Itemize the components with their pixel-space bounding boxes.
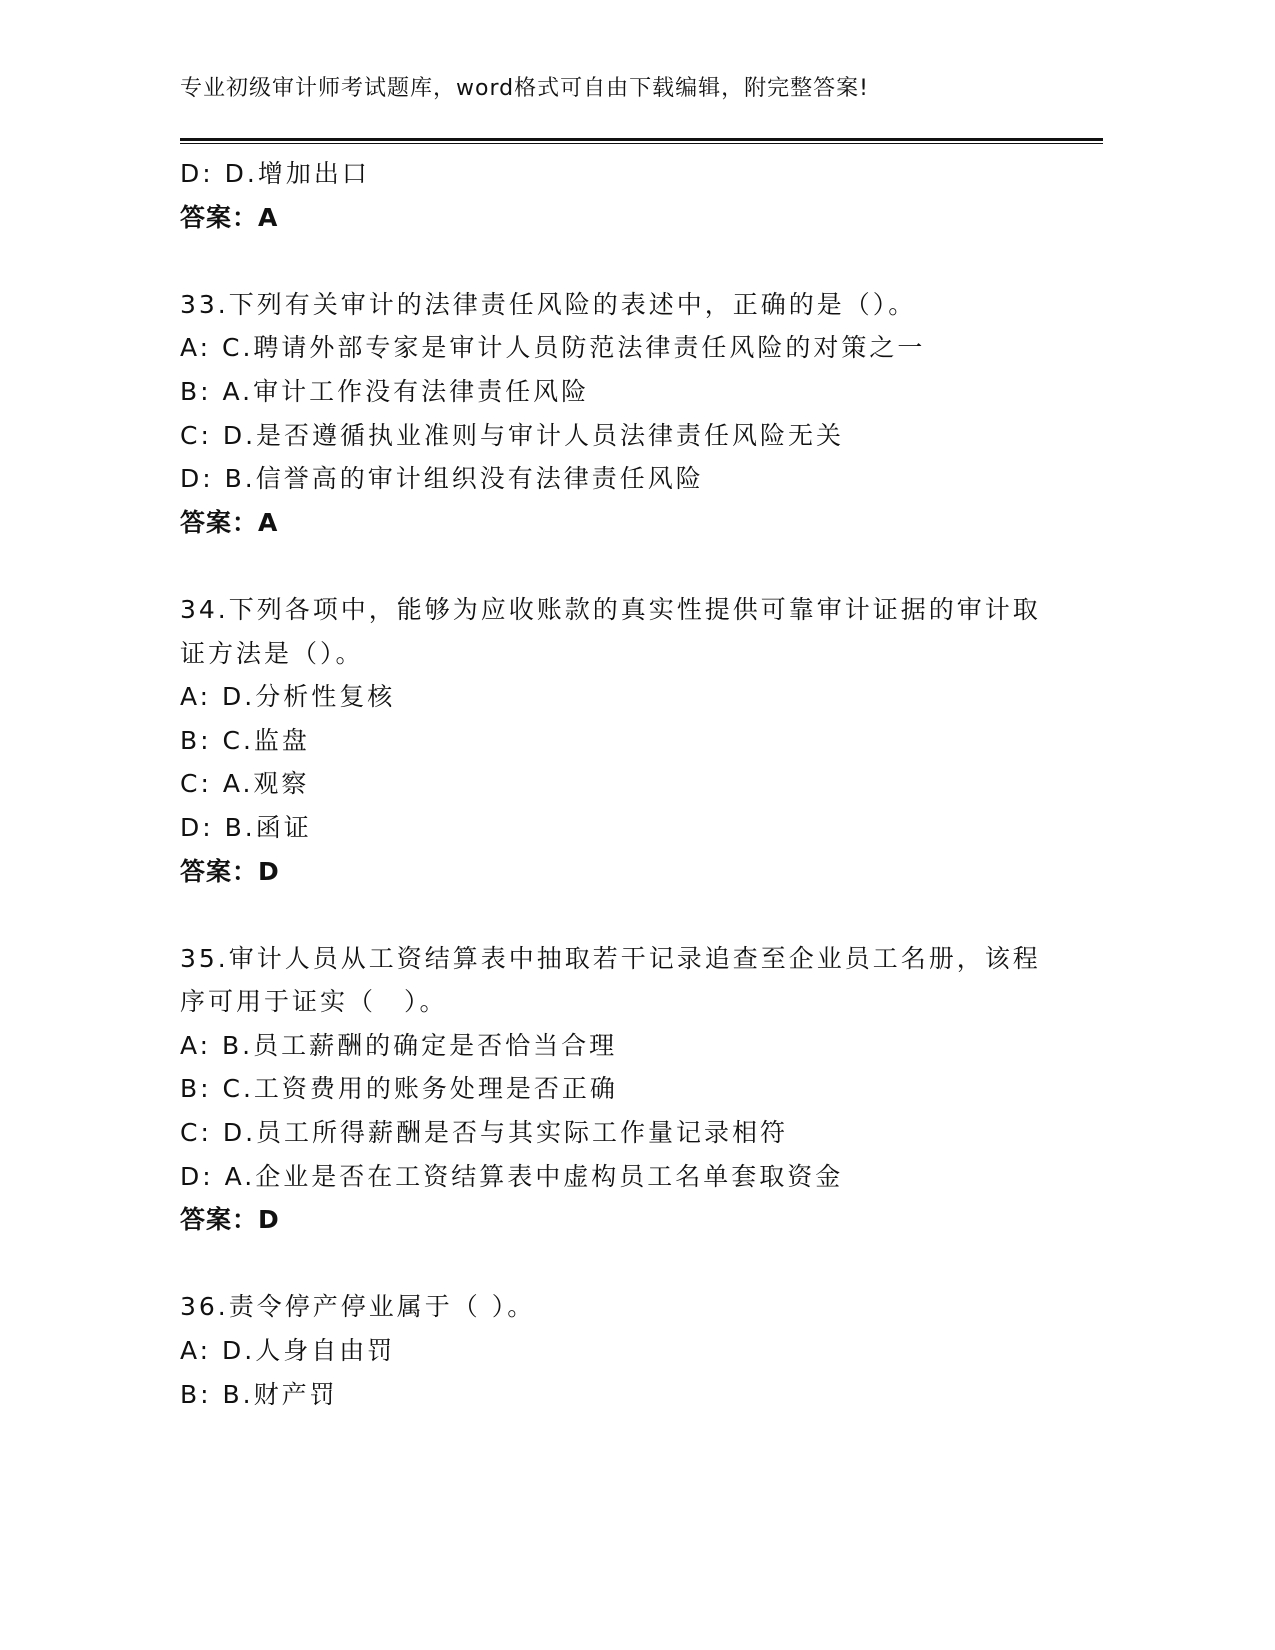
question-stem-line-1: 34.下列各项中，能够为应收账款的真实性提供可靠审计证据的审计取 xyxy=(180,594,1041,624)
option-d: D: D.增加出口 xyxy=(180,159,370,188)
answer-line: 答案：D xyxy=(180,1205,280,1235)
question-stem: 33.下列有关审计的法律责任风险的表述中，正确的是（）。 xyxy=(180,289,917,319)
previous-question-tail xyxy=(180,152,1110,239)
answer-line: 答案：A xyxy=(180,202,279,232)
option-d: D: B.信誉高的审计组织没有法律责任风险 xyxy=(180,464,704,494)
option-a: A: D.分析性复核 xyxy=(180,682,396,712)
option-d: D: A.企业是否在工资结算表中虚构员工名单套取资金 xyxy=(180,1161,844,1191)
option-b: B: C.监盘 xyxy=(180,725,310,755)
option-c: C: D.是否遵循执业准则与审计人员法律责任风险无关 xyxy=(180,420,845,450)
question-36 xyxy=(180,1285,1110,1416)
option-b: B: A.审计工作没有法律责任风险 xyxy=(180,376,590,406)
option-d: D: B.函证 xyxy=(180,812,312,842)
question-content xyxy=(180,152,1110,1416)
question-33 xyxy=(180,283,1110,545)
question-stem-line-1: 35.审计人员从工资结算表中抽取若干记录追查至企业员工名册，该程 xyxy=(180,943,1041,973)
option-b: B: C.工资费用的账务处理是否正确 xyxy=(180,1074,618,1104)
answer-line: 答案：A xyxy=(180,507,279,537)
question-stem: 36.责令停产停业属于（ ）。 xyxy=(180,1292,536,1322)
question-stem-line-2: 证方法是（）。 xyxy=(180,638,364,668)
option-a: A: B.员工薪酬的确定是否恰当合理 xyxy=(180,1030,618,1060)
option-c: C: D.员工所得薪酬是否与其实际工作量记录相符 xyxy=(180,1118,789,1148)
answer-line: 答案：D xyxy=(180,856,280,886)
option-a: A: D.人身自由罚 xyxy=(180,1336,396,1366)
header-divider xyxy=(180,138,1103,144)
question-35 xyxy=(180,937,1110,1242)
page-header-text: 专业初级审计师考试题库，word格式可自由下载编辑，附完整答案! xyxy=(180,76,869,101)
question-34 xyxy=(180,588,1110,893)
option-c: C: A.观察 xyxy=(180,769,310,799)
question-stem-line-2: 序可用于证实（ ）。 xyxy=(180,987,448,1017)
option-a: A: C.聘请外部专家是审计人员防范法律责任风险的对策之一 xyxy=(180,333,926,363)
option-b: B: B.财产罚 xyxy=(180,1379,338,1409)
